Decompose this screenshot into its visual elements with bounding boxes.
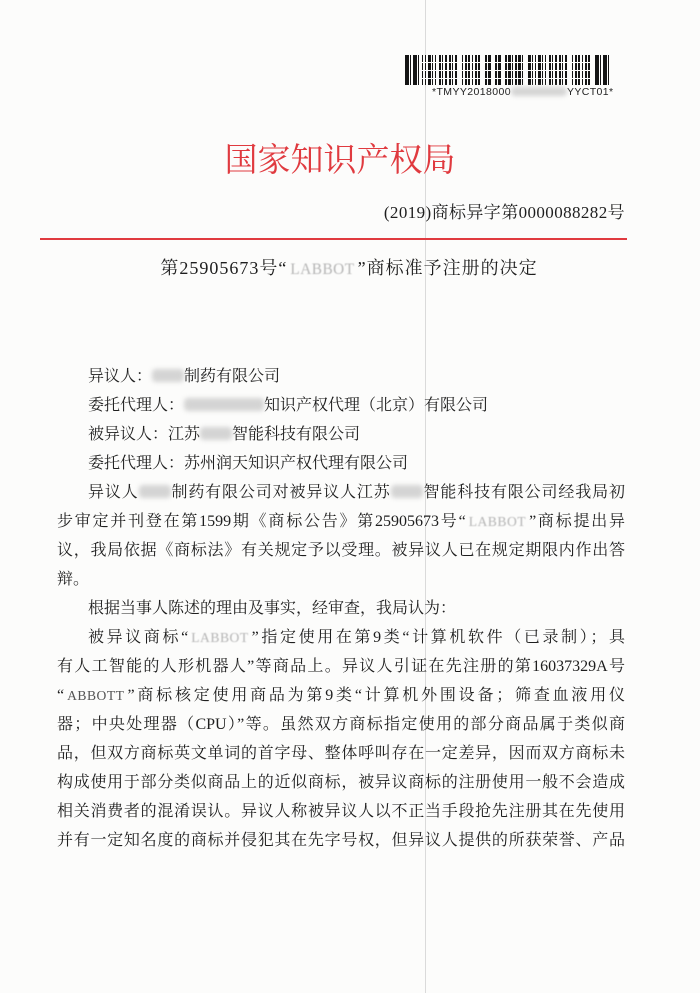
body-line [57,507,625,536]
line-text: 步审定并刊登在第1599期《商标公告》第25905673号“ [57,513,466,530]
line-text: 有人工智能的人形机器人”等商品上。异议人引证在先注册的第16037329A号 [57,658,625,675]
line-text: 被异议商标“ [88,629,189,646]
paragraph-review [57,594,625,623]
line-text: 品，但双方商标英文单词的首字母、整体呼叫存在一定差异，因而双方商标未 [57,745,625,762]
body-line [57,594,625,623]
paragraph-findings [57,623,625,855]
body-line [57,652,625,681]
line-text: ”指定使用在第9类“计算机软件（已录制）；具 [251,629,625,646]
line-text: 构成使用于部分类似商品上的近似商标，被异议商标的注册使用一般不会造成 [57,774,625,791]
paragraph-opposition [57,478,625,594]
line-text: ”商标提出异 [529,513,625,530]
body-line [57,768,625,797]
barcode-number-end: YYCT01* [566,86,614,98]
party-label: 委托代理人： [88,455,185,472]
line-text: 智能科技有限公司经我局初 [422,484,625,501]
line-text: ”商标核定使用商品为第9类“计算机外围设备；筛查血液用仪 [127,687,625,704]
line-text: 器；中央处理器（CPU）”等。虽然双方商标指定使用的部分商品属于类似商 [57,716,625,733]
body-line [57,739,625,768]
line-text: 异议人 [88,484,139,501]
redacted-text [200,427,232,440]
title-text: ”商标准予注册的决定 [357,258,538,278]
barcode [405,55,611,85]
agency-name: 国家知识产权局 [224,140,456,179]
party-label: 异议人： [88,368,153,385]
header-rule [40,238,627,240]
line-text: “ [57,687,65,704]
party-respondent-agent [57,449,625,478]
body-line [57,565,625,594]
document-number: (2019)商标异字第0000088282号 [383,203,625,222]
party-name: 苏州润天知识产权代理有限公司 [184,455,409,472]
trademark-name: LABBOT [468,514,527,529]
document-body [57,362,625,855]
redacted-text [139,485,171,498]
party-respondent [57,420,625,449]
party-name: 智能科技有限公司 [232,426,361,443]
line-text: 相关消费者的混淆误认。异议人称被异议人以不正当手段抢先注册其在先使用 [57,803,625,820]
party-name: 知识产权代理（北京）有限公司 [264,397,489,414]
party-opponent [57,362,625,391]
body-line [57,536,625,565]
line-text: 根据当事人陈述的理由及事实，经审查，我局认为： [88,600,457,617]
redacted-text [511,87,567,96]
barcode-number-start: *TMYY2018000 [432,86,511,98]
line-text: 议，我局依据《商标法》有关规定予以受理。被异议人已在规定期限内作出答 [57,542,625,559]
party-name-start: 江苏 [168,426,201,443]
body-line [57,710,625,739]
party-name: 制药有限公司 [184,368,281,385]
line-text: 并有一定知名度的商标并侵犯其在先字号权，但异议人提供的所获荣誉、产品 [57,832,625,849]
body-line [57,681,625,710]
title-text: 第25905673号“ [160,258,288,278]
trademark-name: LABBOT [290,261,355,278]
trademark-name: LABBOT [191,630,249,645]
barcode-number [432,86,614,98]
line-text: 制药有限公司对被异议人江苏 [170,484,391,501]
redacted-text [152,369,184,382]
party-opponent-agent [57,391,625,420]
party-label: 被异议人： [88,426,169,443]
body-line [57,826,625,855]
redacted-text [184,398,264,411]
document-title [100,256,598,282]
redacted-text [391,485,423,498]
line-text: 辩。 [57,571,90,588]
body-line [57,797,625,826]
cited-trademark-name: ABBOTT [67,688,125,703]
body-line [57,478,625,507]
body-line [57,623,625,652]
party-label: 委托代理人： [88,397,185,414]
